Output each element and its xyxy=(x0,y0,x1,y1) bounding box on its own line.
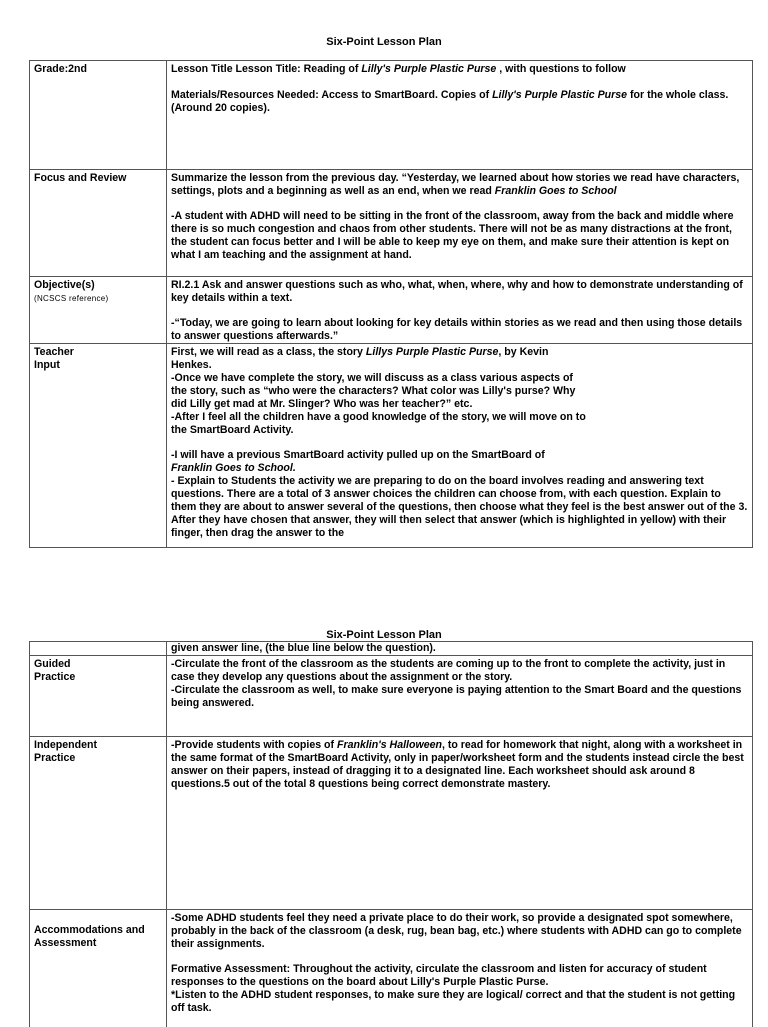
page-title: Six-Point Lesson Plan xyxy=(326,36,442,48)
lesson-plan-table xyxy=(29,60,753,548)
table-row xyxy=(30,910,753,1027)
teacher-line: did Lilly get mad at Mr. Slinger? Who was her teacher?” etc. xyxy=(171,398,473,410)
focus-review-label: Focus and Review xyxy=(34,172,127,184)
table-row xyxy=(30,277,753,344)
teacher-line: Henkes. xyxy=(171,359,212,371)
teacher-input-cell xyxy=(167,344,753,548)
table-row xyxy=(30,344,753,548)
independent-practice-label: Independent xyxy=(34,739,97,751)
objectives-cell xyxy=(167,277,753,344)
guided-practice-label-cell xyxy=(30,656,167,737)
teacher-line: -I will have a previous SmartBoard activity pulled up on the SmartBoard of xyxy=(171,449,545,461)
objectives-reference: (NCSCS reference) xyxy=(34,294,109,303)
focus-review-label-cell xyxy=(30,170,167,277)
independent-practice-label-2: Practice xyxy=(34,752,76,764)
continued-text: given answer line, (the blue line below the question). xyxy=(171,642,436,654)
table-row xyxy=(30,642,753,656)
teacher-input-label-cell xyxy=(30,344,167,548)
accommodations-label: Accommodations and xyxy=(34,924,145,936)
independent-text: -Provide students with copies of Franklin's Halloween, to read for homework that night, along with a worksheet in the same format of the SmartBoard Activity, only in paper/worksheet form and the students instead circle the best answer on their papers, instead of dragging it to a designated line. Each worksheet should ask around 8 questions.5 out of the total 8 questions being correct demonstrate mastery. xyxy=(171,739,744,790)
guided-practice-label-2: Practice xyxy=(34,671,76,683)
accommodations-text-3: *Listen to the ADHD student responses, to make sure they are logical/ correct and that the student is not getting off task. xyxy=(171,989,736,1014)
table-row xyxy=(30,170,753,277)
formative-assessment-text: Formative Assessment: Throughout the activity, circulate the classroom and listen for accuracy of student responses to the questions on the board about Lilly's Purple Plastic Purse. xyxy=(171,963,707,988)
objectives-text-2: -“Today, we are going to learn about looking for key details within stories as we read and then using those details to answer questions afterwards.” xyxy=(171,317,743,342)
accommodations-label-cell xyxy=(30,910,167,1027)
lesson-title-cell xyxy=(167,61,753,170)
table-row xyxy=(30,737,753,910)
grade-label: Grade:2nd xyxy=(34,63,87,75)
independent-practice-cell xyxy=(167,737,753,910)
objectives-text-1: RI.2.1 Ask and answer questions such as who, what, when, where, why and how to demonstrate understanding of key details within a text. xyxy=(171,279,743,304)
continued-label-cell xyxy=(30,642,167,656)
teacher-input-label: Teacher xyxy=(34,346,74,358)
guided-practice-label: Guided xyxy=(34,658,71,670)
teacher-input-label-2: Input xyxy=(34,359,60,371)
accommodations-cell xyxy=(167,910,753,1027)
guided-text-1: -Circulate the front of the classroom as the students are coming up to the front to complete the activity, just in case they develop any questions about the assignment or the story. xyxy=(171,658,726,683)
accommodations-label-2: Assessment xyxy=(34,937,97,949)
objectives-label: Objective(s) xyxy=(34,279,95,291)
teacher-line: -Once we have complete the story, we will discuss as a class various aspects of xyxy=(171,372,573,384)
guided-text-2: -Circulate the classroom as well, to make sure everyone is paying attention to the Smart Board and the questions being answered. xyxy=(171,684,742,709)
independent-practice-label-cell xyxy=(30,737,167,910)
focus-text-2: -A student with ADHD will need to be sitting in the front of the classroom, away from the back and middle where there is so much congestion and chaos from other students. There will not be as many distractions at the front, the student can focus better and I will be able to keep my eye on them, and make sure their attention is kept on what I am teaching and the assignment at hand. xyxy=(171,210,734,261)
table-row xyxy=(30,61,753,170)
focus-review-cell xyxy=(167,170,753,277)
grade-cell xyxy=(30,61,167,170)
focus-text-1: Summarize the lesson from the previous day. “Yesterday, we learned about how stories we read have characters, settings, plots and a beginning as well as an end, when we read Franklin Goes to School xyxy=(171,172,740,197)
lesson-plan-table-continued xyxy=(29,641,753,1027)
teacher-line: -After I feel all the children have a good knowledge of the story, we will move on to xyxy=(171,411,586,423)
teacher-line: Franklin Goes to School. xyxy=(171,462,296,474)
teacher-line: the SmartBoard Activity. xyxy=(171,424,294,436)
page-title-2: Six-Point Lesson Plan xyxy=(326,629,442,641)
objectives-label-cell xyxy=(30,277,167,344)
materials-text: Materials/Resources Needed: Access to SmartBoard. Copies of Lilly's Purple Plastic Purse for the whole class. (Around 20 copies). xyxy=(171,89,729,114)
teacher-line: - Explain to Students the activity we are preparing to do on the board involves reading and answering text questions. There are a total of 3 answer choices the children can choose from, with each question. Explain to them they are about to answer several of the questions, then choose what they feel is the best answer out of the 3. After they have chosen that answer, they will then select that answer (which is highlighted in yellow) with their finger, then drag the answer to the xyxy=(171,475,748,539)
table-row xyxy=(30,656,753,737)
accommodations-text-1: -Some ADHD students feel they need a private place to do their work, so provide a designated spot somewhere, probably in the back of the classroom (a desk, rug, bean bag, etc.) where students with ADHD can go to complete their assignments. xyxy=(171,912,742,950)
teacher-line: First, we will read as a class, the story Lillys Purple Plastic Purse, by Kevin xyxy=(171,346,549,358)
continued-cell xyxy=(167,642,753,656)
guided-practice-cell xyxy=(167,656,753,737)
teacher-line: the story, such as “who were the characters? What color was Lilly's purse? Why xyxy=(171,385,576,397)
lesson-title: Lesson Title Lesson Title: Reading of Lilly's Purple Plastic Purse , with questions to follow xyxy=(171,63,626,75)
